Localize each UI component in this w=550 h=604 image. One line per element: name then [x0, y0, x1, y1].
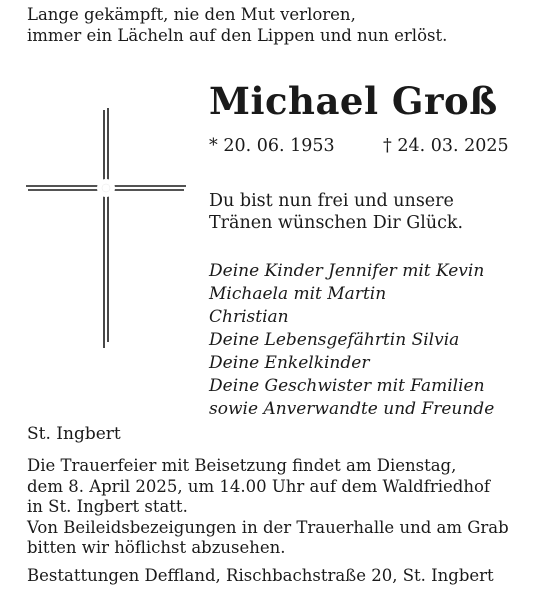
- cross-icon: [0, 0, 200, 370]
- birth-date: * 20. 06. 1953: [209, 136, 335, 156]
- verse: [209, 190, 463, 234]
- service-line: Die Trauerfeier mit Beisetzung findet am Dienstag,: [27, 456, 457, 475]
- mourners-list: [209, 260, 494, 421]
- motto-line-2: immer ein Lächeln auf den Lippen und nun erlöst.: [27, 26, 448, 45]
- place: St. Ingbert: [27, 424, 121, 444]
- service-notice: [27, 456, 509, 559]
- service-line: dem 8. April 2025, um 14.00 Uhr auf dem Waldfriedhof: [27, 476, 491, 496]
- verse-line-1: Du bist nun frei und unsere: [209, 191, 454, 211]
- mourner-line: Deine Geschwister mit Familien: [209, 376, 485, 396]
- undertaker: Bestattungen Deffland, Rischbachstraße 20, St. Ingbert: [27, 566, 494, 585]
- mourner-line: Deine Kinder Jennifer mit Kevin: [209, 261, 485, 281]
- motto-line-1: Lange gekämpft, nie den Mut verloren,: [27, 5, 356, 24]
- deceased-name: Michael Groß: [209, 79, 498, 123]
- service-line: in St. Ingbert statt.: [27, 497, 188, 516]
- verse-line-2: Tränen wünschen Dir Glück.: [209, 213, 464, 233]
- mourner-line: Deine Enkelkinder: [209, 353, 370, 373]
- mourner-line: Christian: [209, 307, 289, 327]
- service-line: Von Beileidsbezeigungen in der Trauerhalle und am Grab: [27, 517, 509, 537]
- death-date: † 24. 03. 2025: [383, 136, 509, 156]
- mourner-line: Michaela mit Martin: [209, 284, 387, 304]
- service-line: bitten wir höflichst abzusehen.: [27, 538, 286, 557]
- mourner-line: sowie Anverwandte und Freunde: [209, 399, 495, 419]
- mourner-line: Deine Lebensgefährtin Silvia: [209, 330, 460, 350]
